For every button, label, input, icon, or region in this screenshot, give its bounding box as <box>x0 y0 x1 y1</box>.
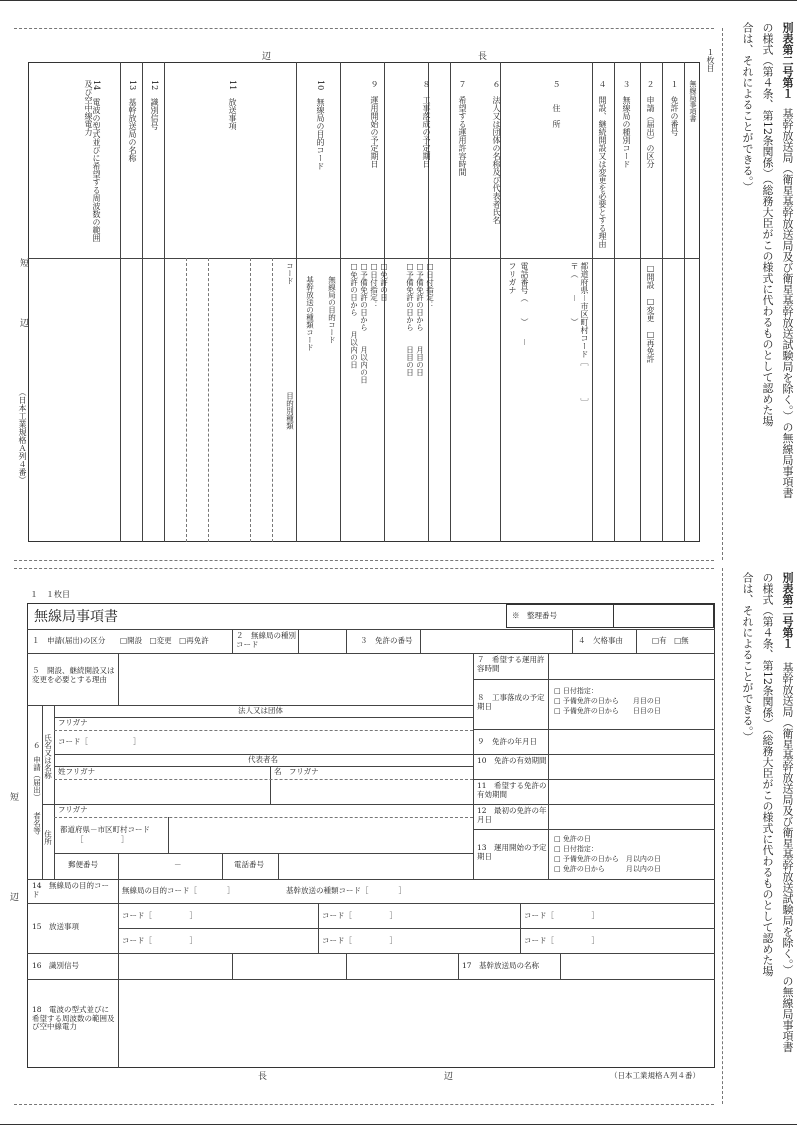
page1-doc-title: 無線局事項書 <box>689 80 697 122</box>
phone-field[interactable] <box>279 854 472 878</box>
row-no: ４ <box>598 80 607 88</box>
completion-opt-c[interactable]: □ 予備免許の日から 日目の日 <box>554 707 661 715</box>
phone-label: 電話番号 <box>234 860 264 869</box>
page1-row-9-c: □予備免許の日から 月以内の日 <box>359 262 369 384</box>
page2-sheet-no: １ １枚目 <box>30 590 70 599</box>
row1-sep <box>636 629 637 653</box>
r14-bottom <box>27 903 715 904</box>
row-no: 10 <box>316 80 325 91</box>
applicant-outer-label-tail: 者名等 <box>32 812 42 835</box>
page2-long-side-right: 辺 <box>444 1072 454 1082</box>
page2-short-side-top: 短 <box>8 792 18 801</box>
operation-opt-d[interactable]: □ 免許の日から 月以内の日 <box>554 865 661 873</box>
disqualification-options[interactable]: □有 □無 <box>652 636 689 645</box>
corp-header: 法人又は団体 <box>238 706 283 715</box>
row-label: 無線局の目的コード <box>316 98 325 171</box>
page1-sheet-no: １枚目 <box>706 48 715 72</box>
r11-bottom <box>473 804 715 805</box>
license-no-label: ３ 免許の番号 <box>360 636 413 645</box>
page1-row-11-divider <box>250 258 251 542</box>
row-label: 運用開始の予定期日 <box>370 96 379 168</box>
row1-sep <box>232 629 233 653</box>
mid-divider <box>473 653 474 879</box>
broadcast-code-1[interactable]: コード［ ］ <box>122 911 197 920</box>
cut-line-right-2 <box>722 568 723 1104</box>
surname-furigana: フリガナ <box>65 767 96 776</box>
given-furigana: フリガナ <box>289 767 319 776</box>
page1-row-11 <box>228 80 236 130</box>
broadcast-code-3[interactable]: コード［ ］ <box>524 911 599 920</box>
row-label: 基幹放送局の名称 <box>128 98 137 163</box>
rep-header: 代表者名 <box>248 755 278 764</box>
page1-col-sep <box>684 62 685 542</box>
page1-row-1 <box>670 80 678 136</box>
bottom-rule <box>0 1124 797 1125</box>
page1-row-3 <box>622 80 630 168</box>
operation-opt-c[interactable]: □ 予備免許の日から 月以内の日 <box>554 855 661 863</box>
page1-col-sep <box>296 62 297 542</box>
page1-row-2-value: □開設 □変更 □再免許 <box>646 264 655 363</box>
operation-start-label: 13 運用開始の予定期日 <box>477 843 547 861</box>
r16-sep <box>346 953 347 979</box>
page1-col-sep <box>662 62 663 542</box>
r15-mid <box>118 928 715 929</box>
rep-furigana-line <box>54 779 473 780</box>
purpose-code[interactable]: 無線局の目的コード［ ］ <box>122 886 235 895</box>
license-no-field[interactable] <box>420 629 572 654</box>
page1-row-7 <box>458 80 466 176</box>
caption-line2-2: の様式（第４条、第12条関係）（総務大臣がこの様式に代わるものとして認めた場 <box>761 572 774 977</box>
page1-row-11-divider <box>186 258 187 542</box>
broadcast-items-label: 15 放送事項 <box>32 922 80 931</box>
station-type-field[interactable] <box>298 629 346 654</box>
page1-row-6-b: フリガナ <box>508 262 517 294</box>
row-label: 電波の型式並びに希望する周波数の範囲及び空中線電力 <box>84 80 101 243</box>
applicant-outer-sep <box>42 705 43 879</box>
row-label: 開設、継続開設又は変更を必要とする理由 <box>598 96 607 248</box>
page1-col-sep <box>614 62 615 542</box>
row-no: 11 <box>228 80 237 91</box>
address-furigana: フリガナ <box>58 805 88 814</box>
corp-furigana: フリガナ <box>58 718 88 727</box>
cut-line-bottom <box>14 1104 714 1105</box>
page1-short-side-top: 短 <box>18 258 28 267</box>
caption-line3-2: 合は、それによることができる。） <box>741 572 754 743</box>
page1-row-10-a: 無線局の目的コード <box>327 276 337 344</box>
completion-opt-b[interactable]: □ 予備免許の日から 月目の日 <box>554 697 661 705</box>
r7-bottom <box>473 679 715 680</box>
row-label: 無線局の種別コード <box>622 96 631 168</box>
cut-line-middle-1 <box>14 560 714 561</box>
page1-label-divider <box>28 258 700 259</box>
purpose-code-label: 14 無線局の目的コード <box>32 881 110 899</box>
broadcast-kind-code[interactable]: 基幹放送の種類コード［ ］ <box>286 886 406 895</box>
rep-name-bottom <box>42 804 473 805</box>
surname-label <box>58 768 95 777</box>
page1-row-9-b: □日付指定： <box>369 262 379 309</box>
name-split <box>270 766 271 804</box>
page1-row-9 <box>370 80 378 168</box>
caption-line1-1: 基幹放送局（衛星基幹放送局及び衛星基幹放送試験局を除く。）の無線局事項書 <box>781 108 794 499</box>
disqualification-label: ４ 欠格事由 <box>578 636 623 645</box>
emission-label: 18 電波の型式並びに希望する周波数の範囲及び空中線電力 <box>32 1005 115 1032</box>
page2-long-side-left: 長 <box>258 1072 268 1082</box>
emission-field[interactable] <box>119 980 714 1066</box>
r14-top <box>27 879 715 880</box>
row1-top <box>27 629 715 630</box>
page1-row-8 <box>422 80 430 168</box>
operation-opt-a[interactable]: □ 免許の日 <box>554 835 591 843</box>
ref-no-field[interactable] <box>613 604 714 628</box>
page2-title: 無線局事項書 <box>34 609 118 625</box>
validity-label: 10 免許の有効期間 <box>477 756 547 765</box>
row-no: ３ <box>622 80 631 88</box>
page1-row-8-b: □予備免許の日から 月目の日 <box>415 262 425 376</box>
r14-sep <box>118 879 119 903</box>
rep-header-line <box>54 766 473 767</box>
page1-row-14 <box>84 80 100 250</box>
row-no: ７ <box>458 80 467 88</box>
completion-date-label: ８ 工事落成の予定期日 <box>477 693 545 711</box>
page1-col-sep <box>592 62 593 542</box>
postal-sep <box>118 853 119 879</box>
page1-row-5-a: 都道府県－市区町村コード［ ］ <box>580 262 589 406</box>
applicant-name-label: 氏名又は名称 <box>43 734 53 779</box>
row-label: 工事落成の予定期日 <box>422 96 431 168</box>
page1-row-12 <box>150 80 158 130</box>
reason-field[interactable] <box>119 654 472 704</box>
page1-row-11-divider <box>272 258 273 542</box>
page1-col-sep <box>164 62 165 542</box>
r10-bottom <box>473 779 715 780</box>
page2-short-side-bottom: 辺 <box>8 892 18 901</box>
postal-dash[interactable]: － <box>174 860 182 869</box>
row-label: 住 所 <box>552 104 561 128</box>
cut-line-right-1 <box>722 28 723 560</box>
page1-row-9-d: □免許の日から 月以内の日 <box>349 262 359 369</box>
row-no: ５ <box>552 80 561 88</box>
row1-sep <box>346 629 347 653</box>
cut-line-top <box>14 28 714 29</box>
page1-row-8-c: □予備免許の日から 日目の日 <box>405 262 415 376</box>
broadcast-code-5[interactable]: コード［ ］ <box>322 936 397 945</box>
page1-jis-note: （日本工業規格Ａ列４番） <box>18 388 27 484</box>
row-no: 13 <box>128 80 137 91</box>
right-label-divider <box>548 653 549 879</box>
page1-row-5 <box>552 80 560 128</box>
page1-col-sep <box>340 62 341 542</box>
page1-short-side-bottom: 辺 <box>18 318 28 327</box>
caption-label-1: 別表第二号第１ <box>781 22 794 99</box>
given-label <box>274 768 319 777</box>
page1-row-10 <box>316 80 324 170</box>
r8-bottom <box>473 729 715 730</box>
caption-line1-2: 基幹放送局（衛星基幹放送局及び衛星基幹放送試験局を除く。）の無線局事項書 <box>781 662 794 1053</box>
row-no: ６ <box>492 80 501 88</box>
page1-row-6 <box>492 80 500 224</box>
broadcast-code-6[interactable]: コード［ ］ <box>524 936 599 945</box>
cut-line-middle-2 <box>14 568 714 569</box>
row-no: 14 <box>92 80 101 91</box>
reason-label: ５ 開設、継続開設又は変更を必要とする理由 <box>32 666 115 684</box>
apply-type-options[interactable]: □開設 □変更 □再免許 <box>120 636 209 645</box>
postal-label: 郵便番号 <box>68 860 98 869</box>
applicant-outer-label-no: ６ <box>33 741 41 750</box>
address-label: 住所 <box>43 830 53 845</box>
broadcast-code-2[interactable]: コード［ ］ <box>322 911 397 920</box>
operating-hours-label: ７ 希望する運用許容時間 <box>477 655 545 673</box>
page1-row-10-c: 目的別種類 <box>285 392 295 430</box>
station-type-label: ２ 無線局の種別コード <box>236 631 296 649</box>
row-label: 識別信号 <box>150 98 159 131</box>
page1-col-sep <box>450 62 451 542</box>
row-label: 希望する運用許容時間 <box>458 96 467 176</box>
completion-opt-a[interactable]: □ 日付指定： <box>554 687 598 695</box>
page1-row-11-divider <box>208 258 209 542</box>
corp-header-line <box>54 717 473 718</box>
address-code-label: 都道府県－市区町村コード <box>60 825 150 834</box>
ref-no-label: ※ 整理番号 <box>512 611 557 620</box>
apply-type-label: １ 申請(届出)の区分 <box>32 636 106 645</box>
first-license-label: 12 最初の免許の年月日 <box>477 806 547 824</box>
address-field[interactable] <box>169 818 472 852</box>
row-no: １ <box>670 80 679 88</box>
row-no: ８ <box>422 80 431 88</box>
page1-col-sep <box>384 62 385 542</box>
given-tag: 名 <box>274 767 282 776</box>
r16-sep <box>458 953 459 979</box>
r16-sep <box>118 953 119 979</box>
phone-sep <box>222 853 223 879</box>
r9-bottom <box>473 754 715 755</box>
page1-col-sep <box>120 62 121 542</box>
top-rule <box>0 0 797 1</box>
license-date-label: ９ 免許の年月日 <box>477 737 537 746</box>
page1-row-8-a: □日付指定： <box>425 262 435 309</box>
page1-col-sep <box>640 62 641 542</box>
desired-validity-label: 11 希望する免許の有効期間 <box>477 781 547 799</box>
page1-long-side-right: 長 <box>478 52 488 62</box>
page1-row-9-a: □免許の日 <box>379 262 389 301</box>
caption-line3-1: 合は、それによることができる。） <box>741 22 754 193</box>
call-sign-label: 16 識別信号 <box>32 961 80 970</box>
page1-long-side-left: 辺 <box>262 52 272 62</box>
applicant-outer-label: 申請（届出） <box>32 756 42 801</box>
row-label: 放送事項 <box>228 98 237 131</box>
broadcast-code-4[interactable]: コード［ ］ <box>122 936 197 945</box>
page1-row-10-b: 基幹放送の種類コード <box>305 276 315 351</box>
corp-code[interactable]: コード［ ］ <box>58 737 141 746</box>
address-code-box[interactable]: ［ ］ <box>76 835 129 844</box>
page1-row-4 <box>598 80 606 250</box>
page1-row-5-b: 〒（ － ） <box>570 262 579 326</box>
operation-opt-b[interactable]: □ 日付指定： <box>554 845 598 853</box>
r16-sep <box>232 953 233 979</box>
corp-furigana-line <box>54 730 473 731</box>
row-no: 12 <box>150 80 159 91</box>
row-no: ９ <box>370 80 379 88</box>
page1-row-6-a: 電話番号（ ） － <box>520 262 529 346</box>
row-label: 申請（届出）の区分 <box>646 96 655 168</box>
page1-row-11-code: コード <box>285 262 295 285</box>
caption-line2-1: の様式（第４条、第12条関係）（総務大臣がこの様式に代わるものとして認めた場 <box>761 22 774 427</box>
page1-row-13 <box>128 80 136 162</box>
station-name-field[interactable] <box>561 954 714 978</box>
row1-sep <box>572 629 573 653</box>
r12-bottom <box>473 829 715 830</box>
row-no: ２ <box>646 80 655 88</box>
page2-jis-note: （日本工業規格Ａ列４番） <box>610 1071 700 1080</box>
page1-col-sep <box>142 62 143 542</box>
row-label: 免許の番号 <box>670 96 679 136</box>
caption-label-2: 別表第二号第１ <box>781 572 794 649</box>
station-name-label: 17 基幹放送局の名称 <box>462 961 540 970</box>
surname-tag: 姓 <box>58 767 66 776</box>
row-label: 法人又は団体の名称及び代表者氏名 <box>492 96 501 224</box>
page1-row-2 <box>646 80 654 168</box>
